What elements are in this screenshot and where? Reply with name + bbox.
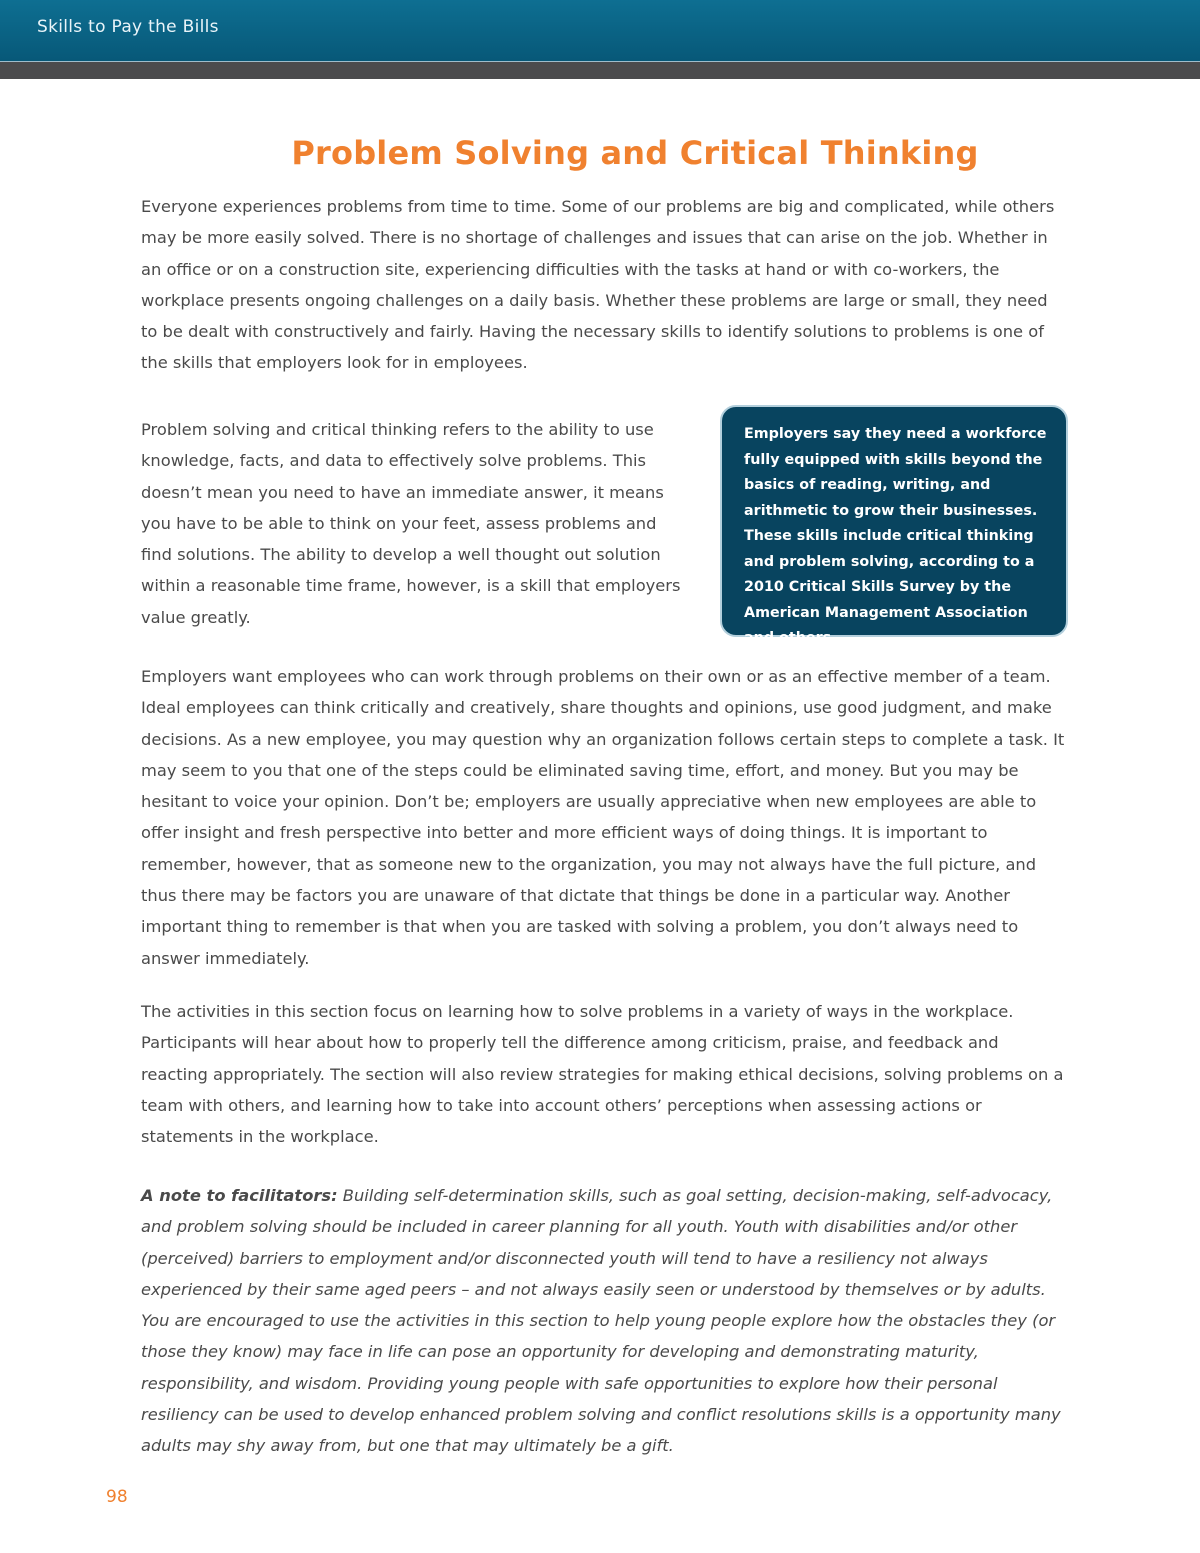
header-divider xyxy=(0,61,1200,79)
facilitator-note-text: Building self-determination skills, such as goal setting, decision-making, self-advocacy, and problem solving should be included in career planning for all youth. Youth with disabilities and/or other (perceived) barriers to employment and/or disconnected youth will tend to have a resiliency not always experienced by their same aged peers – and not always easily seen or understood by themselves or by adults. You are encouraged to use the activities in this section to help young people explore how the obstacles they (or those they know) may face in life can pose an opportunity for developing and demonstrating maturity, responsibility, and wisdom. Providing young people with safe opportunities to explore how their personal resiliency can be used to develop enhanced problem solving and conflict resolutions skills is a opportunity many adults may shy away from, but one that may ultimately be a gift. xyxy=(141,1186,1061,1456)
facilitator-note xyxy=(141,1180,1066,1462)
header-bar xyxy=(0,0,1200,61)
header-title: Skills to Pay the Bills xyxy=(37,17,219,37)
employers-paragraph: Employers want employees who can work through problems on their own or as an effective member of a team. Ideal employees can think critically and creatively, share thoughts and opinions, use good judgment, and make decisions. As a new employee, you may question why an organization follows certain steps to complete a task. It may seem to you that one of the steps could be eliminated saving time, effort, and money. But you may be hesitant to voice your opinion. Don’t be; employers are usually appreciative when new employees are able to offer insight and fresh perspective into better and more efficient ways of doing things. It is important to remember, however, that as someone new to the organization, you may not always have the full picture, and thus there may be factors you are unaware of that dictate that things be done in a particular way. Another important thing to remember is that when you are tasked with solving a problem, you don’t always need to answer immediately. xyxy=(141,667,1065,968)
activities-paragraph: The activities in this section focus on learning how to solve problems in a variety of ways in the workplace. Participants will hear about how to properly tell the difference among criticism, praise, and feedback and reacting appropriately. The section will also review strategies for making ethical decisions, solving problems on a team with others, and learning how to take into account others’ perceptions when assessing actions or statements in the workplace. xyxy=(141,1002,1064,1147)
page-title: Problem Solving and Critical Thinking xyxy=(291,134,979,172)
facilitator-note-label: A note to facilitators: xyxy=(141,1186,338,1205)
page-number: 98 xyxy=(106,1487,128,1507)
intro-paragraph: Everyone experiences problems from time to time. Some of our problems are big and complicated, while others may be more easily solved. There is no shortage of challenges and issues that can arise on the job. Whether in an office or on a construction site, experiencing difficulties with the tasks at hand or with co-workers, the workplace presents ongoing challenges on a daily basis. Whether these problems are large or small, they need to be dealt with constructively and fairly. Having the necessary skills to identify solutions to problems is one of the skills that employers look for in employees. xyxy=(141,197,1055,373)
callout-box xyxy=(720,405,1068,646)
callout-text: Employers say they need a workforce fully equipped with skills beyond the basics of reading, writing, and arithmetic to grow their businesses. These skills include critical thinking and problem solving, according to a 2010 Critical Skills Survey by the American Management Association and others. xyxy=(744,426,1047,646)
definition-paragraph: Problem solving and critical thinking refers to the ability to use knowledge, facts, and data to effectively solve problems. This doesn’t mean you need to have an immediate answer, it means you have to be able to think on your feet, assess problems and find solutions. The ability to develop a well thought out solution within a reasonable time frame, however, is a skill that employers value greatly. xyxy=(141,420,681,627)
